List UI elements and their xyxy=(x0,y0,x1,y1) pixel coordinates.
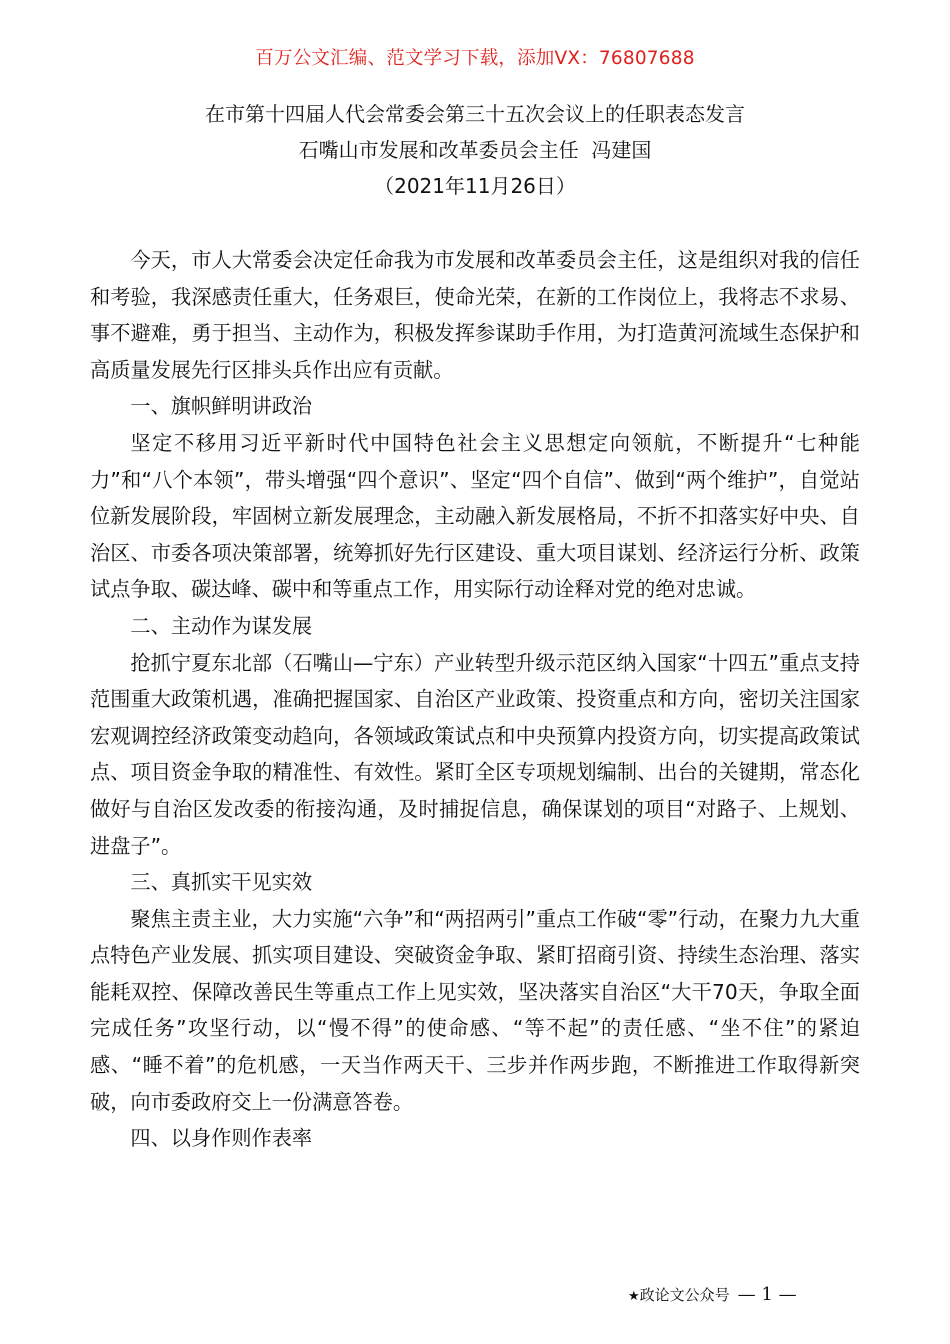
watermark-banner: 百万公文汇编、范文学习下载，添加VX：76807688 xyxy=(255,48,695,69)
speaker-line: 石嘴山市发展和改革委员会主任 冯建国 xyxy=(298,138,652,162)
page-footer xyxy=(628,1280,797,1312)
section-paragraph-2: 抢抓宁夏东北部（石嘴山—宁东）产业转型升级示范区纳入国家“十四五”重点支持范围重大政策机遇，准确把握国家、自治区产业政策、投资重点和方向，密切关注国家宏观调控经济政策变动趋向，各领域政策试点和中央预算内投资方向，切实提高政策试点、项目资金争取的精准性、有效性。紧盯全区专项规划编制、出台的关键期，常态化做好与自治区发改委的衔接沟通，及时捕捉信息，确保谋划的项目“对路子、上规划、进盘子”。 xyxy=(90,650,860,858)
document-body xyxy=(90,242,860,1157)
section-heading-2: 二、主动作为谋发展 xyxy=(130,613,313,638)
document-title: 在市第十四届人代会常委会第三十五次会议上的任职表态发言 xyxy=(205,102,745,126)
section-heading-1: 一、旗帜鲜明讲政治 xyxy=(130,394,313,419)
section-heading-4: 四、以身作则作表率 xyxy=(130,1126,313,1151)
document-header xyxy=(0,96,950,204)
page-number: — 1 — xyxy=(737,1284,797,1305)
intro-paragraph: 今天，市人大常委会决定任命我为市发展和改革委员会主任，这是组织对我的信任和考验，我深感责任重大，任务艰巨，使命光荣，在新的工作岗位上，我将志不求易、事不避难，勇于担当、主动作为，积极发挥参谋助手作用，为打造黄河流域生态保护和高质量发展先行区排头兵作出应有贡献。 xyxy=(90,248,860,382)
section-paragraph-3: 聚焦主责主业，大力实施“六争”和“两招两引”重点工作破“零”行动，在聚力九大重点特色产业发展、抓实项目建设、突破资金争取、紧盯招商引资、持续生态治理、落实能耗双控、保障改善民生等重点工作上见实效，坚决落实自治区“大干70天，争取全面完成任务”攻坚行动，以“慢不得”的使命感、“等不起”的责任感、“坐不住”的紧迫感、“睡不着”的危机感，一天当作两天干、三步并作两步跑，不断推进工作取得新突破，向市委政府交上一份满意答卷。 xyxy=(90,906,860,1114)
section-paragraph-1: 坚定不移用习近平新时代中国特色社会主义思想定向领航，不断提升“七种能力”和“八个本领”，带头增强“四个意识”、坚定“四个自信”、做到“两个维护”，自觉站位新发展阶段，牢固树立新发展理念，主动融入新发展格局，不折不扣落实好中央、自治区、市委各项决策部署，统筹抓好先行区建设、重大项目谋划、经济运行分析、政策试点争取、碳达峰、碳中和等重点工作，用实际行动诠释对党的绝对忠诚。 xyxy=(90,430,860,602)
speech-date: （2021年11月26日） xyxy=(374,174,576,198)
section-heading-3: 三、真抓实干见实效 xyxy=(130,870,313,895)
footer-source: 政论文公众号 xyxy=(639,1286,730,1304)
star-icon: ★ xyxy=(628,1289,640,1304)
